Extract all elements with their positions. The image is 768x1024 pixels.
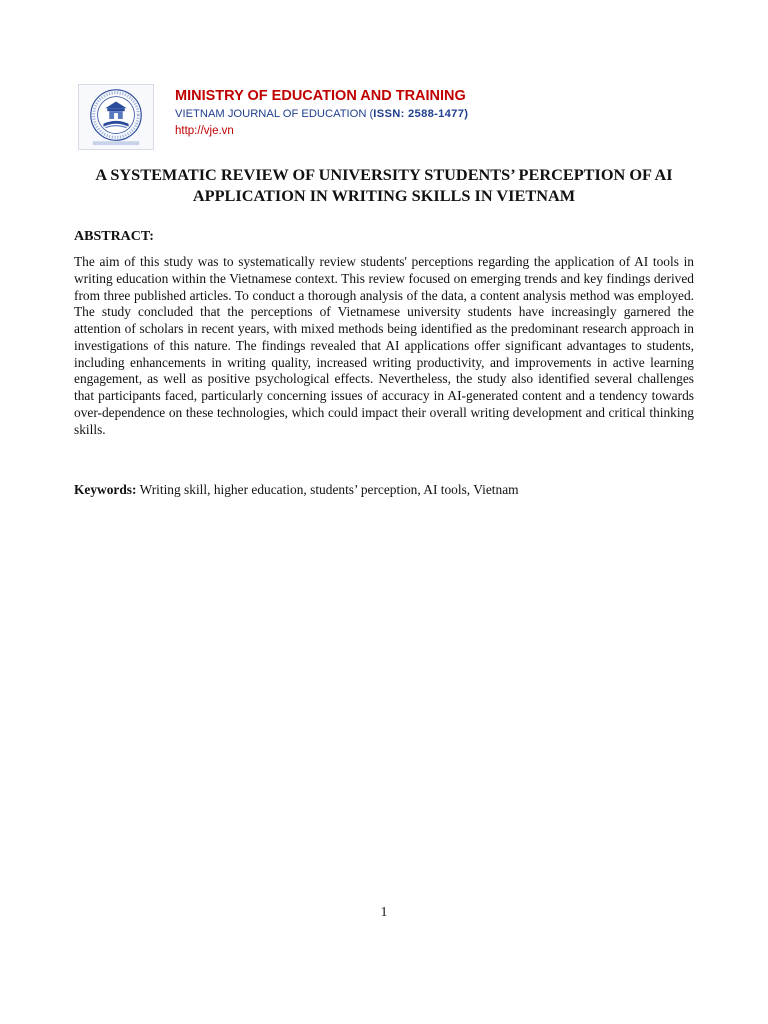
- keywords-text: Writing skill, higher education, students’ perception, AI tools, Vietnam: [136, 482, 519, 497]
- paper-title: A SYSTEMATIC REVIEW OF UNIVERSITY STUDENTS’ PERCEPTION OF AI APPLICATION IN WRITING SKILLS IN VIETNAM: [95, 165, 673, 205]
- journal-header: [78, 84, 698, 150]
- ministry-name: MINISTRY OF EDUCATION AND TRAINING: [175, 88, 466, 104]
- journal-seal-logo-icon: [78, 84, 154, 150]
- journal-name: VIETNAM JOURNAL OF EDUCATION (: [175, 108, 374, 120]
- journal-name-line: [175, 107, 468, 121]
- keywords-line: [74, 481, 694, 498]
- abstract-body: The aim of this study was to systematically review students' perceptions regarding the application of AI tools in writing education within the Vietnamese context. This review focused on emerging trends and key findings derived from three published articles. To conduct a thorough analysis of the data, a content analysis method was employed. The study concluded that the perceptions of Vietnamese university students have increasingly garnered the attention of scholars in recent years, with mixed methods being identified as the predominant research approach in investigations of this nature. The findings revealed that AI applications offer significant advantages to students, including enhancements in writing quality, increased writing productivity, and improvements in active learning engagement, as well as positive psychological effects. Nevertheless, the study also identified several challenges that participants faced, particularly concerning issues of accuracy in AI-generated content and a tendency towards over-dependence on these technologies, which could impact their overall writing development and critical thinking skills.: [74, 254, 694, 437]
- journal-issn: ISSN: 2588-1477): [373, 108, 469, 120]
- keywords-label: Keywords:: [74, 482, 137, 497]
- journal-header-text: [175, 87, 468, 138]
- journal-url-link[interactable]: http://vje.vn: [175, 125, 234, 137]
- abstract-heading: ABSTRACT:: [74, 229, 154, 244]
- page-number: 1: [380, 904, 388, 919]
